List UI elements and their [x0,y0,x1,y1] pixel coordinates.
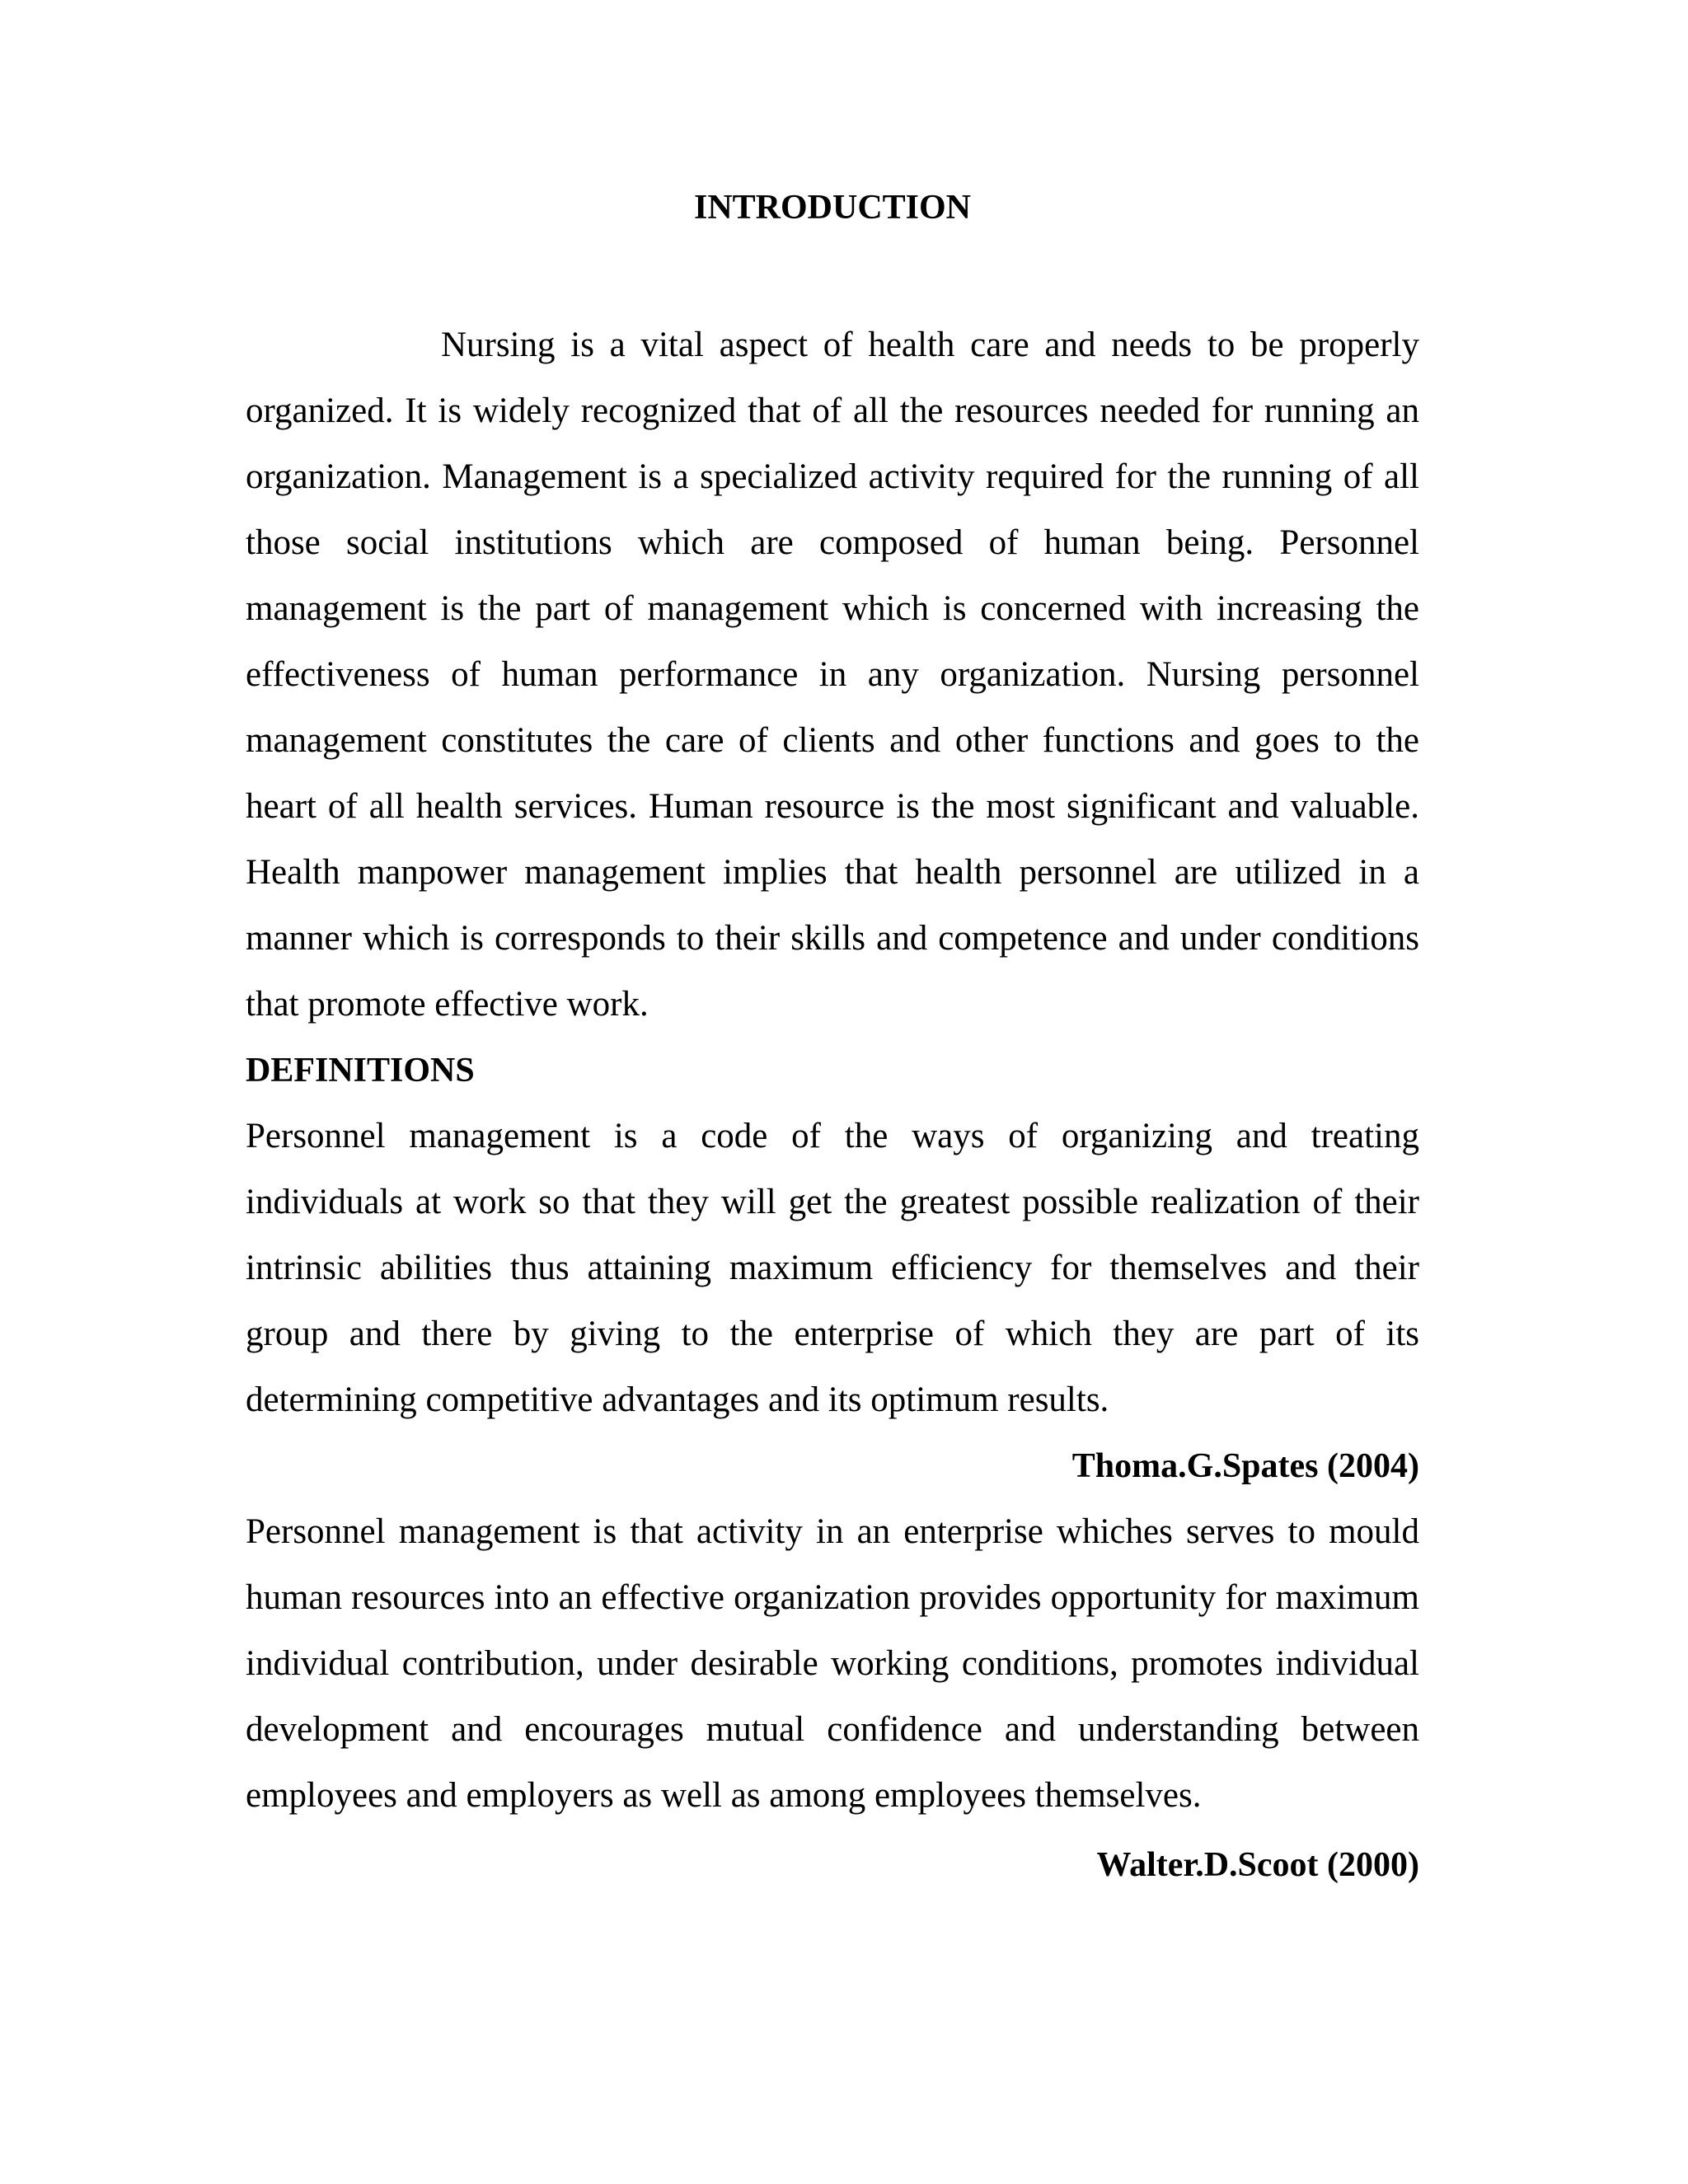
definitions-heading: DEFINITIONS [246,1052,475,1090]
page-content [246,183,1419,1898]
definition-paragraph-1: Personnel management is a code of the ways of organizing and treating individuals at work so that they will get the greatest possible realization of their intrinsic abilities thus attaining maximum efficiency for themselves and their group and there by giving to the enterprise of which they are part of its determining competitive advantages and its optimum results. [246,1117,1419,1419]
citation-2: Walter.D.Scoot (2000) [1096,1846,1419,1884]
page-title: INTRODUCTION [693,189,972,227]
citation-1: Thoma.G.Spates (2004) [1071,1447,1419,1485]
definition-paragraph-2: Personnel management is that activity in an enterprise whiches serves to mould human resources into an effective organization provides opportunity for maximum individual contribution, under desirable working conditions, promotes individual development and encourages mutual confidence and understanding between employees and employers as well as among employees themselves. [246,1512,1419,1815]
intro-paragraph: Nursing is a vital aspect of health care and needs to be properly organized. It is widely recognized that of all the resources needed for running an organization. Management is a specialized activity required for the running of all those social institutions which are composed of human being. Personnel management is the part of management which is concerned with increasing the effectiveness of human performance in any organization. Nursing personnel management constitutes the care of clients and other functions and goes to the heart of all health services. Human resource is the most significant and valuable. Health manpower management implies that health personnel are utilized in a manner which is corresponds to their skills and competence and under conditions that promote effective work. [246,326,1419,1024]
